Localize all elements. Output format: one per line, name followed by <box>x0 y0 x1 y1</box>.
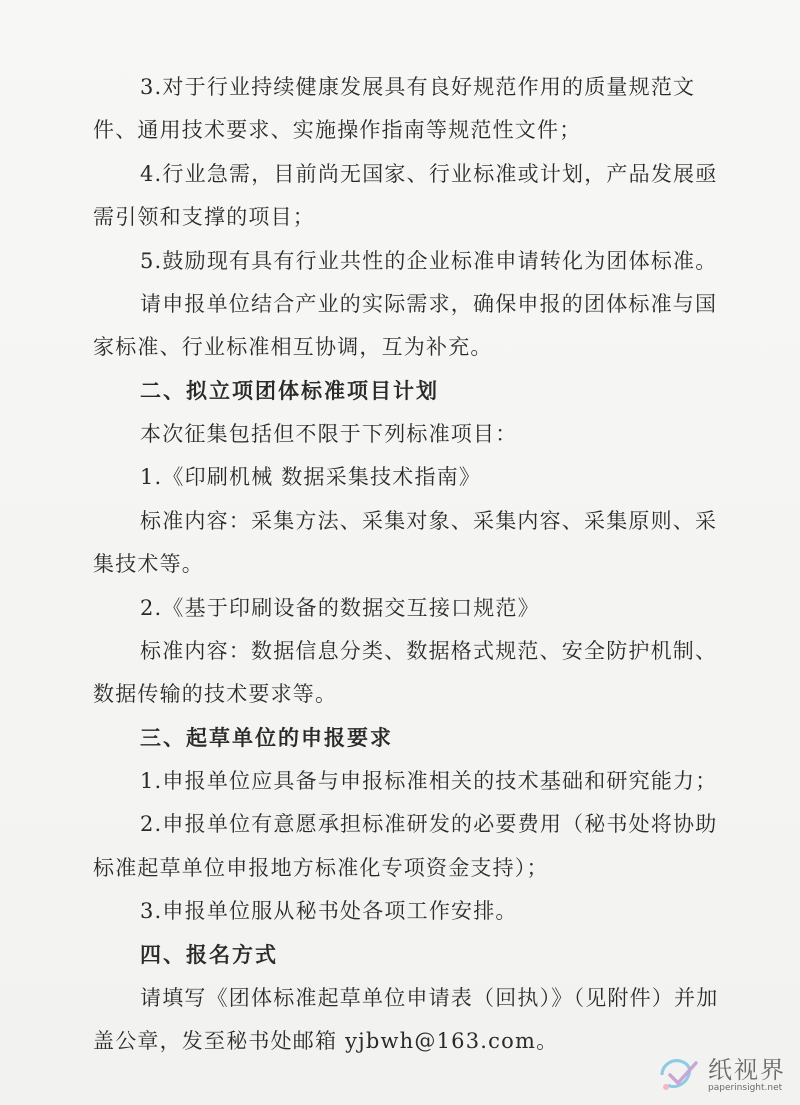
paperinsight-logo-icon <box>658 1055 702 1095</box>
section-heading: 四、报名方式 <box>140 943 278 967</box>
text-line: 请申报单位结合产业的实际需求，确保申报的团体标准与国 <box>140 292 718 316</box>
text-line: 件、通用技术要求、实施操作指南等规范性文件； <box>93 118 582 142</box>
watermark-url: paperinsight.net <box>708 1083 783 1093</box>
text-line: 集技术等。 <box>93 552 204 576</box>
text-line: 需引领和支撑的项目； <box>93 205 315 229</box>
text-line: 本次征集包括但不限于下列标准项目： <box>140 422 518 446</box>
text-line: 标准起草单位申报地方标准化专项资金支持）； <box>93 856 549 880</box>
text-line: 标准内容：数据信息分类、数据格式规范、安全防护机制、 <box>140 639 718 663</box>
text-line: 1.《印刷机械 数据采集技术指南》 <box>140 465 482 489</box>
section-heading: 二、拟立项团体标准项目计划 <box>140 379 439 403</box>
text-line: 家标准、行业标准相互协调，互为补充。 <box>93 335 493 359</box>
text-line: 3.对于行业持续健康发展具有良好规范作用的质量规范文 <box>140 75 696 99</box>
text-line: 请填写《团体标准起草单位申请表（回执）》（见附件）并加 <box>140 986 719 1010</box>
text-line: 3.申报单位服从秘书处各项工作安排。 <box>140 899 518 923</box>
text-line: 1.申报单位应具备与申报标准相关的技术基础和研究能力； <box>140 769 718 793</box>
text-line: 2.《基于印刷设备的数据交互接口规范》 <box>140 596 540 620</box>
watermark <box>658 1055 786 1095</box>
text-line: 盖公章，发至秘书处邮箱 yjbwh@163.com。 <box>93 1029 559 1053</box>
text-line: 5.鼓励现有具有行业共性的企业标准申请转化为团体标准。 <box>140 249 718 273</box>
text-line: 标准内容：采集方法、采集对象、采集内容、采集原则、采 <box>140 509 718 533</box>
section-heading: 三、起草单位的申报要求 <box>140 726 393 750</box>
text-line: 数据传输的技术要求等。 <box>93 682 338 706</box>
watermark-title: 纸视界 <box>708 1056 786 1084</box>
text-line: 4.行业急需，目前尚无国家、行业标准或计划，产品发展亟 <box>140 162 718 186</box>
text-line: 2.申报单位有意愿承担标准研发的必要费用（秘书处将协助 <box>140 812 718 836</box>
